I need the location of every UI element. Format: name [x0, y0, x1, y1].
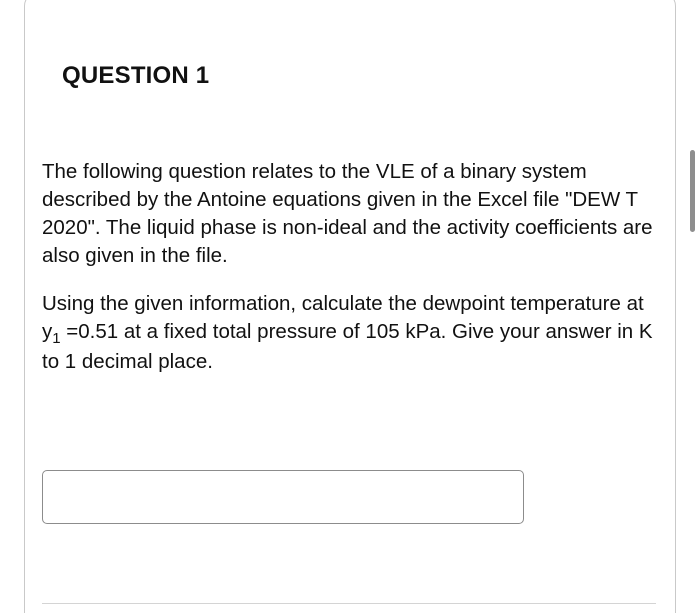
question-paragraph-2 — [42, 290, 657, 376]
scrollbar[interactable] — [690, 150, 695, 232]
question-paragraph-2-end: =0.51 at a fixed total pressure of 105 kPa. Give your answer in K to 1 decimal place. — [42, 320, 653, 373]
question-paragraph-1: The following question relates to the VLE of a binary system described by the Antoine equations given in the Excel file "DEW T 2020". The liquid phase is non-ideal and the activity coefficients are also given in the file. — [42, 160, 653, 267]
question-paragraph-2-start: Using the given information, calculate the dewpoint temperature at y — [42, 292, 644, 343]
answer-input[interactable] — [42, 470, 524, 524]
question-title: QUESTION 1 — [62, 62, 210, 89]
divider — [42, 603, 656, 604]
subscript-1: 1 — [52, 330, 61, 347]
